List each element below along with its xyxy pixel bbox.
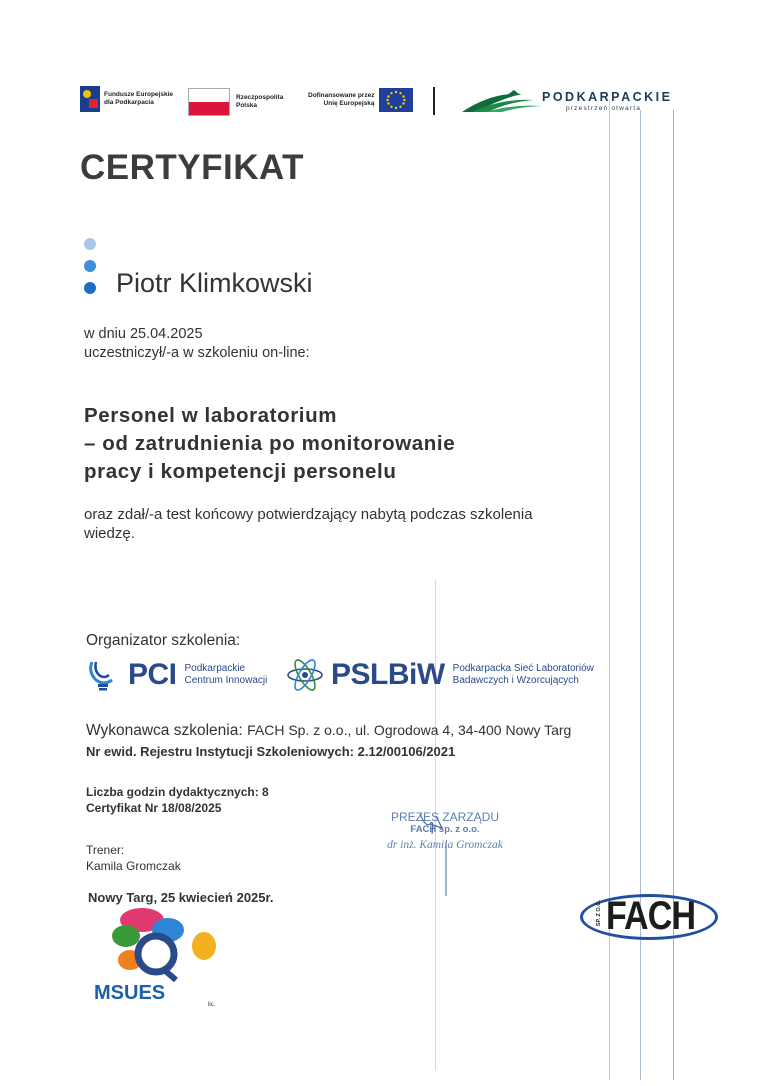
msues-q-letter: [122, 944, 123, 945]
cert-number-line: Certyfikat Nr 18/08/2025: [86, 801, 222, 815]
fe-logo-icon: [80, 86, 100, 112]
pci-sub-line: Centrum Innowacji: [184, 675, 268, 686]
stamp-line: dr inż. Kamila Gromczak: [387, 839, 503, 851]
course-title-line: Personel w laboratorium: [84, 404, 338, 427]
msues-lic: lic.: [208, 1002, 216, 1008]
fach-side-text: SP. Z O.O.: [596, 900, 602, 927]
decorative-dot: [84, 238, 96, 250]
pci-icon: [86, 658, 120, 692]
signature-icon: [390, 808, 500, 898]
participation-line: uczestniczył/-a w szkoleniu on-line:: [84, 345, 310, 361]
course-title: [84, 402, 455, 486]
pslbiw-sub-line: Badawczych i Wzorcujących: [452, 675, 579, 686]
podkarpackie-tagline: przestrzeń otwarta: [566, 105, 642, 112]
msues-text: MSUES: [94, 982, 166, 1004]
header-divider: [433, 87, 435, 115]
fe-logo-line: Fundusze Europejskie: [104, 91, 173, 98]
pl-logo: [188, 88, 283, 116]
registry-line: Nr ewid. Rejestru Instytucji Szkoleniowych: 2.12/00106/2021: [86, 744, 456, 759]
participant-name: Piotr Klimkowski: [116, 268, 313, 298]
course-title-line: pracy i kompetencji personelu: [84, 460, 397, 483]
eu-logo-line: Unię Europejską: [323, 100, 375, 107]
course-title-line: – od zatrudnienia po monitorowanie: [84, 432, 456, 455]
organizer-label: Organizator szkolenia:: [86, 632, 241, 649]
hours-line: Liczba godzin dydaktycznych: 8: [86, 785, 269, 799]
pci-logo: [86, 658, 267, 692]
contractor-line: [86, 722, 571, 740]
trainer-label: Trener:: [86, 843, 125, 857]
pl-flag-icon: [188, 88, 230, 116]
contractor-value: FACH Sp. z o.o., ul. Ogrodowa 4, 34-400 Nowy Targ: [247, 722, 572, 738]
fe-logo-line: dla Podkarpacia: [104, 99, 154, 106]
msues-logo: [92, 906, 222, 1006]
pci-sub-line: Podkarpackie: [184, 663, 246, 674]
pl-logo-line: Polska: [236, 102, 257, 109]
eu-logo-line: Dofinansowane przez: [308, 92, 375, 99]
atom-icon: [285, 657, 325, 693]
pslbiw-logo: [285, 657, 594, 693]
stamp-line: FACH sp. z o.o.: [410, 824, 480, 835]
fach-logo: [580, 888, 720, 948]
eu-logo: [308, 88, 413, 112]
decorative-dot: [84, 282, 96, 294]
exam-line: oraz zdał/-a test końcowy potwierdzający nabytą podczas szkolenia: [84, 506, 533, 523]
pslbiw-abbr: PSLBiW: [331, 658, 445, 691]
mountains-icon: [462, 88, 542, 114]
contractor-label: Wykonawca szkolenia:: [86, 722, 243, 739]
fach-text: FACH: [606, 894, 696, 938]
date-line: w dniu 25.04.2025: [84, 326, 203, 342]
fe-logo: [80, 86, 173, 112]
msues-q-icon: [92, 906, 222, 986]
trainer-name: Kamila Gromczak: [86, 859, 181, 873]
eu-flag-icon: [379, 88, 413, 112]
podkarpackie-name: PODKARPACKIE: [542, 90, 673, 104]
certificate-title: CERTYFIKAT: [80, 148, 305, 187]
place-date: Nowy Targ, 25 kwiecień 2025r.: [88, 890, 274, 905]
pl-logo-line: Rzeczpospolita: [236, 94, 284, 101]
pslbiw-sub-line: Podkarpacka Sieć Laboratoriów: [452, 663, 594, 674]
exam-line: wiedzę.: [84, 525, 135, 542]
decorative-dot: [84, 260, 96, 272]
podkarpackie-logo: [462, 88, 673, 119]
pci-abbr: PCI: [128, 658, 177, 691]
stamp-line: PREZES ZARZĄDU: [390, 810, 499, 824]
